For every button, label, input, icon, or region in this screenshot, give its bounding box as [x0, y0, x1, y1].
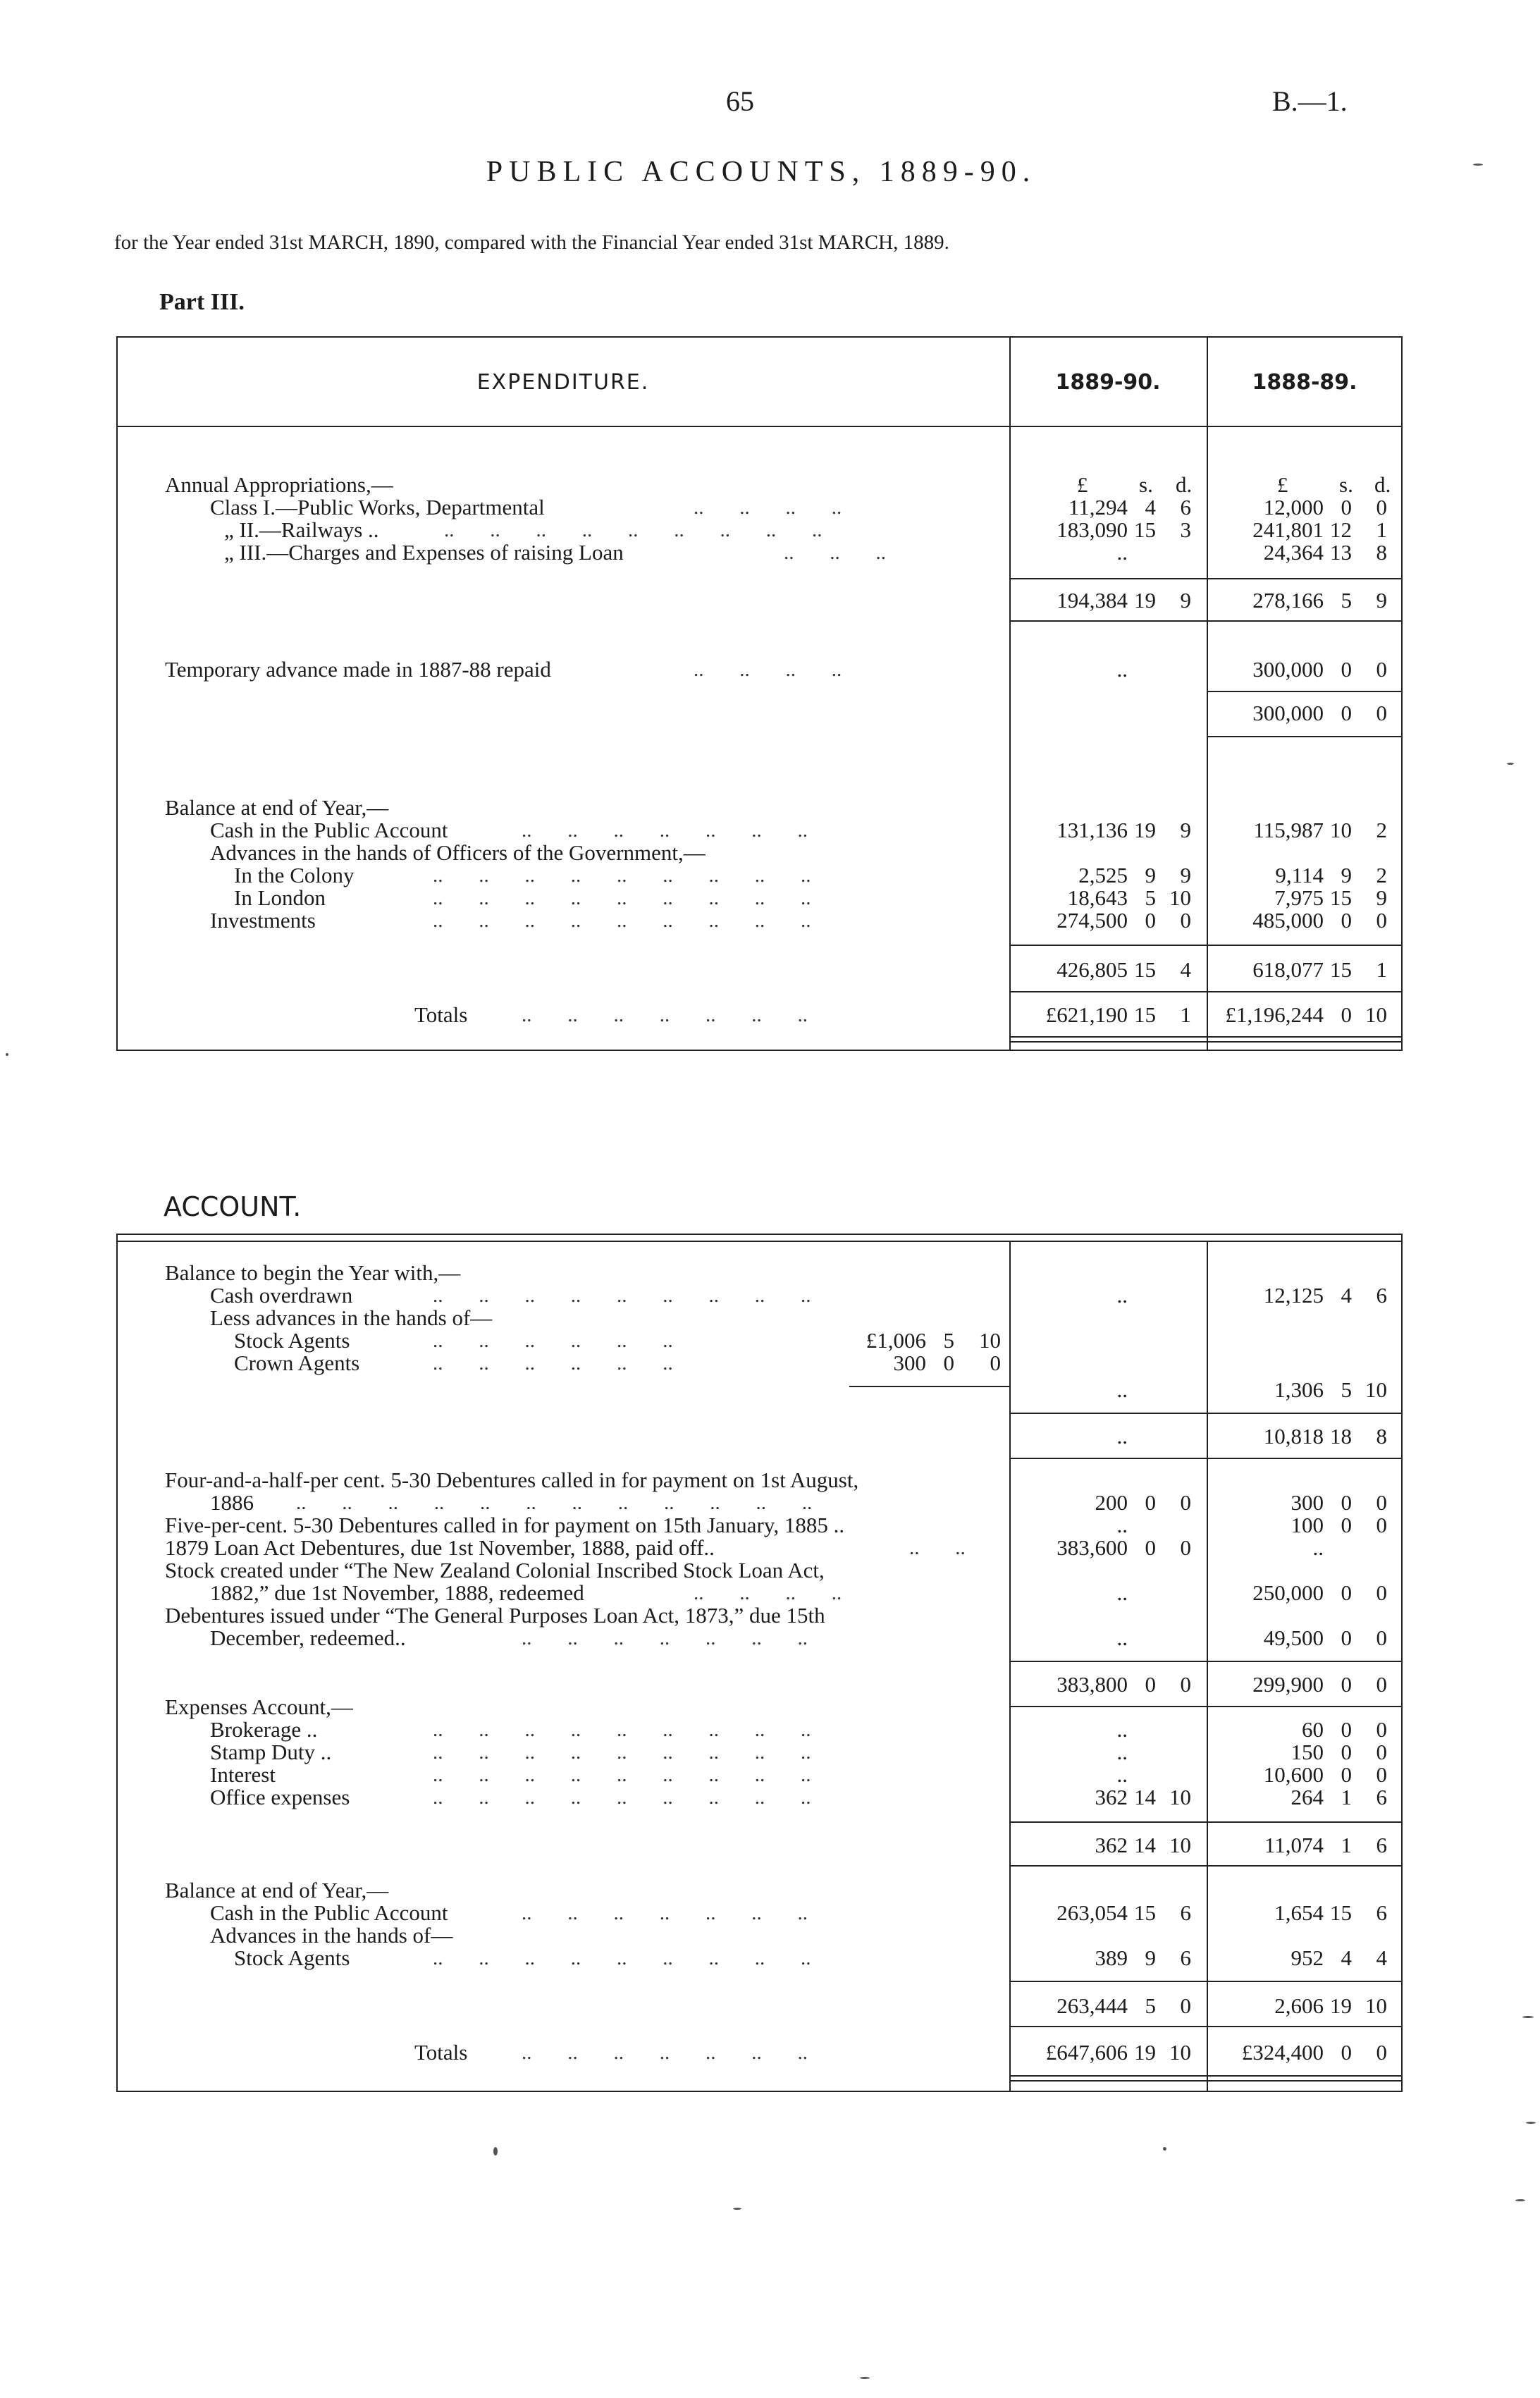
- pence-1888: 0: [1376, 1625, 1387, 1650]
- pounds-1889: 274,500: [1057, 908, 1128, 933]
- pence-1889: 6: [1180, 1900, 1191, 1925]
- leader-dots: .. .. .. .. .. .. .. .. ..: [433, 887, 811, 909]
- shillings-1889: 14: [1134, 1785, 1156, 1809]
- page-title: PUBLIC ACCOUNTS, 1889-90.: [486, 156, 1037, 188]
- shillings-1888: 18: [1330, 1424, 1352, 1449]
- pounds-1889: 426,805: [1057, 957, 1128, 982]
- scan-speck: [733, 2208, 741, 2210]
- shillings-1888: 4: [1341, 1945, 1352, 1970]
- shillings-1889: 19: [1134, 588, 1156, 613]
- pounds-1889: 183,090: [1057, 517, 1128, 542]
- table-top-rule: [116, 1234, 1403, 1235]
- leader-dots: .. ..: [909, 1537, 966, 1559]
- shillings-1888: 0: [1341, 1762, 1352, 1787]
- double-rule: [1009, 1041, 1401, 1043]
- pence-1888: 8: [1376, 1424, 1387, 1449]
- row-label: Temporary advance made in 1887-88 repaid: [165, 657, 551, 682]
- total-pence-1889: 1: [1180, 1002, 1191, 1027]
- pounds-1888: 250,000: [1252, 1580, 1324, 1605]
- pence-1889: 4: [1180, 957, 1191, 982]
- row-label: In the Colony: [234, 863, 355, 887]
- shillings-1888: 0: [1341, 1490, 1352, 1515]
- row-label: Stock Agents: [234, 1328, 350, 1353]
- pence-1889: 9: [1180, 818, 1191, 842]
- header-bottom-rule: [116, 426, 1403, 427]
- leader-dots: .. .. .. .. .. ..: [433, 1352, 673, 1375]
- row-label: Five-per-cent. 5-30 Debentures called in for payment on 15th January, 1885 ..: [165, 1513, 845, 1537]
- table-right-rule: [1401, 1234, 1403, 2092]
- leader-dots: .. .. .. .. .. .. .. .. ..: [433, 1741, 811, 1764]
- pence-1888: 0: [1376, 908, 1387, 933]
- pounds-1888: 278,166: [1252, 588, 1324, 613]
- pounds-1889: 263,054: [1057, 1900, 1128, 1925]
- row-label: Cash in the Public Account: [210, 818, 448, 842]
- total-pence-1888: 0: [1376, 2040, 1387, 2065]
- shillings-1889: 5: [1145, 1993, 1156, 2018]
- pounds-1888: 49,500: [1263, 1625, 1324, 1650]
- pounds-1889: 383,600: [1057, 1535, 1128, 1560]
- row-label: Brokerage ..: [210, 1717, 318, 1742]
- pence-1888: 10: [1365, 1377, 1387, 1402]
- value-1889: ..: [1116, 1283, 1128, 1308]
- pence-1888: 9: [1376, 588, 1387, 613]
- totals-label: Totals: [414, 2040, 468, 2065]
- value-1889: ..: [1116, 1625, 1128, 1650]
- shillings-1889: 0: [1145, 1535, 1156, 1560]
- shillings-1888: 0: [1341, 657, 1352, 682]
- pence-1888: 9: [1376, 885, 1387, 910]
- col-divider-2: [1207, 1241, 1208, 2092]
- pounds-1888: 12,000: [1263, 495, 1324, 519]
- stock-created-label: Stock created under “The New Zealand Colonial Inscribed Stock Loan Act,: [165, 1558, 825, 1582]
- inner-pence: 0: [990, 1351, 1001, 1375]
- total-pounds-1889: £647,606: [1045, 2040, 1128, 2065]
- scan-speck: [1515, 2199, 1525, 2201]
- total-pounds-1888: £324,400: [1241, 2040, 1324, 2065]
- leader-dots: .. .. .. ..: [694, 658, 842, 681]
- pounds-1889: ..: [1116, 540, 1128, 565]
- less-advances-label: Less advances in the hands of—: [210, 1305, 493, 1330]
- col-header-1888-89: 1888-89.: [1252, 370, 1357, 395]
- shillings-1888: 0: [1341, 1580, 1352, 1605]
- row-label: Stamp Duty ..: [210, 1740, 332, 1764]
- pence-1888: 4: [1376, 1945, 1387, 1970]
- inner-shillings: 0: [943, 1351, 954, 1375]
- shillings-sign: s.: [1339, 472, 1353, 497]
- pounds-1889: 11,294: [1068, 495, 1128, 519]
- pence-1888: 2: [1376, 818, 1387, 842]
- leader-dots: .. .. .. .. .. .. .. .. ..: [433, 1786, 811, 1809]
- shillings-1888: 9: [1341, 863, 1352, 887]
- value-1889: ..: [1116, 1717, 1128, 1742]
- shillings-1888: 15: [1330, 1900, 1352, 1925]
- shillings-1888: 0: [1341, 1625, 1352, 1650]
- table-right-rule: [1401, 336, 1403, 1051]
- leader-dots: .. .. .. .. .. .. ..: [522, 1627, 808, 1649]
- row-label: Cash in the Public Account: [210, 1900, 448, 1925]
- leader-dots: .. .. .. .. .. .. .. .. ..: [433, 864, 811, 887]
- pence-1889: 10: [1169, 1785, 1191, 1809]
- pence-1888: 2: [1376, 863, 1387, 887]
- pounds-1888: 300: [1290, 1490, 1324, 1515]
- leader-dots: .. .. .. ..: [694, 1582, 842, 1604]
- inner-pence: 10: [979, 1328, 1001, 1353]
- row-label: In London: [234, 885, 326, 910]
- annual-appropriations-label: Annual Appropriations,—: [165, 472, 393, 497]
- pence-sign: d.: [1374, 472, 1391, 497]
- row-label: Investments: [210, 908, 316, 933]
- row-label: Cash overdrawn: [210, 1283, 353, 1308]
- pounds-1888: 24,364: [1263, 540, 1324, 565]
- row-label: December, redeemed..: [210, 1625, 406, 1650]
- scan-speck: [6, 1053, 8, 1056]
- row-label: 1879 Loan Act Debentures, due 1st November, 1888, paid off..: [165, 1535, 715, 1560]
- pence-1888: 10: [1365, 1993, 1387, 2018]
- scan-speck: [493, 2147, 498, 2156]
- shillings-1889: 15: [1134, 957, 1156, 982]
- shillings-1888: 0: [1341, 1513, 1352, 1537]
- pounds-1889: 362: [1095, 1785, 1128, 1809]
- pounds-1888: 1,306: [1274, 1377, 1324, 1402]
- advances-officers-label: Advances in the hands of Officers of the Government,—: [210, 840, 706, 865]
- value-1889: ..: [1116, 1513, 1128, 1537]
- col-divider-1: [1009, 1241, 1011, 2092]
- shillings-1888: 0: [1341, 701, 1352, 725]
- pounds-1888: 115,987: [1253, 818, 1324, 842]
- scan-speck: [1473, 164, 1483, 166]
- subtotal-rule: [1207, 691, 1401, 692]
- shillings-sign: s.: [1139, 472, 1153, 497]
- pounds-1888: 150: [1290, 1740, 1324, 1764]
- pence-1888: 6: [1376, 1283, 1387, 1308]
- debenture-four-half-label: Four-and-a-half-per cent. 5-30 Debentures called in for payment on 1st August,: [165, 1468, 859, 1492]
- pounds-1888: 10,818: [1263, 1424, 1324, 1449]
- row-label: „ III.—Charges and Expenses of raising Loan: [224, 540, 624, 565]
- pounds-1888: 60: [1302, 1717, 1324, 1742]
- pounds-1889: 362: [1095, 1833, 1128, 1857]
- pounds-1889: 200: [1095, 1490, 1128, 1515]
- total-shillings-1889: 15: [1134, 1002, 1156, 1027]
- document-code: B.—1.: [1272, 85, 1348, 117]
- balance-end-label: Balance at end of Year,—: [165, 1878, 389, 1902]
- pounds-1888: 300,000: [1252, 657, 1324, 682]
- subtotal-rule: [1009, 2026, 1401, 2027]
- shillings-1888: 13: [1330, 540, 1352, 565]
- shillings-1889: 15: [1134, 1900, 1156, 1925]
- pounds-1889: 131,136: [1057, 818, 1128, 842]
- pence-1889: 0: [1180, 1672, 1191, 1697]
- pence-sign: d.: [1176, 472, 1193, 497]
- shillings-1889: 15: [1134, 517, 1156, 542]
- total-pence-1889: 10: [1169, 2040, 1191, 2065]
- pounds-1888: 952: [1290, 1945, 1324, 1970]
- general-purposes-label: Debentures issued under “The General Purposes Loan Act, 1873,” due 15th: [165, 1603, 825, 1628]
- balance-end-label: Balance at end of Year,—: [165, 795, 389, 820]
- col-header-1889-90: 1889-90.: [1055, 370, 1161, 395]
- pence-1888: 0: [1376, 1740, 1387, 1764]
- row-label: Interest: [210, 1762, 276, 1787]
- pounds-1888: 7,975: [1274, 885, 1324, 910]
- leader-dots: .. .. .. .. .. .. .. .. .. .. .. ..: [296, 1492, 813, 1514]
- value-1888: ..: [1312, 1535, 1324, 1560]
- inner-pounds: £1,006: [866, 1328, 926, 1353]
- inner-total-rule: [849, 1386, 1009, 1387]
- scan-speck: [1163, 2147, 1166, 2151]
- shillings-1888: 0: [1341, 495, 1352, 519]
- shillings-1888: 0: [1341, 908, 1352, 933]
- shillings-1888: 1: [1341, 1785, 1352, 1809]
- pounds-1888: 485,000: [1252, 908, 1324, 933]
- pence-1888: 0: [1376, 1580, 1387, 1605]
- pounds-1888: 2,606: [1274, 1993, 1324, 2018]
- pence-1888: 6: [1376, 1900, 1387, 1925]
- inner-shillings: 5: [943, 1328, 954, 1353]
- pence-1888: 0: [1376, 1762, 1387, 1787]
- shillings-1888: 5: [1341, 1377, 1352, 1402]
- table-left-rule: [116, 1234, 118, 2092]
- pence-1888: 1: [1376, 957, 1387, 982]
- leader-dots: .. .. .. .. .. .. .. .. ..: [433, 1947, 811, 1969]
- shillings-1888: 5: [1341, 588, 1352, 613]
- subtotal-rule: [1009, 1413, 1401, 1414]
- total-pounds-1888: £1,196,244: [1225, 1002, 1324, 1027]
- pence-1889: 0: [1180, 1993, 1191, 2018]
- expenses-account-label: Expenses Account,—: [165, 1695, 353, 1719]
- leader-dots: .. .. .. .. .. .. .. .. ..: [433, 1284, 811, 1307]
- shillings-1888: 0: [1341, 1740, 1352, 1764]
- value-1889: ..: [1116, 1740, 1128, 1764]
- total-pence-1888: 10: [1365, 1002, 1387, 1027]
- shillings-1888: 0: [1341, 1672, 1352, 1697]
- pounds-1888: 300,000: [1252, 701, 1324, 725]
- shillings-1888: 0: [1341, 1717, 1352, 1742]
- leader-dots: .. .. .. .. .. .. .. .. ..: [433, 1718, 811, 1741]
- pound-sign: £: [1077, 472, 1088, 497]
- leader-dots: .. .. .. .. .. .. ..: [522, 1902, 808, 1924]
- pence-1888: 1: [1376, 517, 1387, 542]
- pounds-1889: 389: [1095, 1945, 1128, 1970]
- pence-1888: 6: [1376, 1785, 1387, 1809]
- pounds-1889: 194,384: [1057, 588, 1128, 613]
- page-number: 65: [726, 85, 754, 117]
- inner-pounds: 300: [893, 1351, 926, 1375]
- pence-1889: 10: [1169, 1833, 1191, 1857]
- table-bottom-rule: [116, 2091, 1403, 2092]
- subtotal-rule: [1009, 620, 1401, 622]
- pounds-1889: 383,800: [1057, 1672, 1128, 1697]
- row-label: „ II.—Railways ..: [224, 517, 379, 542]
- pence-1889: 10: [1169, 885, 1191, 910]
- total-pounds-1889: £621,190: [1045, 1002, 1128, 1027]
- leader-dots: .. .. .. .. .. .. .. .. ..: [433, 1764, 811, 1786]
- shillings-1888: 1: [1341, 1833, 1352, 1857]
- leader-dots: .. .. .. .. .. .. .. .. ..: [433, 909, 811, 932]
- pounds-1888: 100: [1290, 1513, 1324, 1537]
- page-subtitle: for the Year ended 31st MARCH, 1890, compared with the Financial Year ended 31st MARCH, 1889.: [114, 231, 949, 254]
- totals-label: Totals: [414, 1002, 468, 1027]
- shillings-1889: 0: [1145, 1672, 1156, 1697]
- pounds-1888: 1,654: [1274, 1900, 1324, 1925]
- total-shillings-1888: 0: [1341, 2040, 1352, 2065]
- shillings-1889: 19: [1134, 818, 1156, 842]
- shillings-1889: 14: [1134, 1833, 1156, 1857]
- row-label: Stock Agents: [234, 1945, 350, 1970]
- subtotal-rule: [1207, 736, 1401, 737]
- leader-dots: .. .. .. .. .. .. .. .. ..: [444, 519, 823, 541]
- pound-sign: £: [1277, 472, 1288, 497]
- pounds-1888: 12,125: [1263, 1283, 1324, 1308]
- total-shillings-1889: 19: [1134, 2040, 1156, 2065]
- pounds-1888: 264: [1290, 1785, 1324, 1809]
- value-1889: ..: [1116, 657, 1128, 682]
- pence-1889: 9: [1180, 588, 1191, 613]
- shillings-1888: 15: [1330, 957, 1352, 982]
- shillings-1889: 9: [1145, 863, 1156, 887]
- scan-speck: [1526, 2122, 1536, 2124]
- scan-speck: [1522, 2016, 1534, 2018]
- pence-1889: 0: [1180, 1490, 1191, 1515]
- shillings-1888: 15: [1330, 885, 1352, 910]
- leader-dots: .. .. .. ..: [694, 496, 842, 519]
- row-label: 1886: [210, 1490, 254, 1515]
- leader-dots: .. .. .. .. .. .. ..: [522, 2041, 808, 2064]
- leader-dots: .. .. .. .. .. .. ..: [522, 1004, 808, 1026]
- pence-1889: 6: [1180, 1945, 1191, 1970]
- value-1889: ..: [1116, 1424, 1128, 1449]
- subtotal-rule: [1009, 945, 1401, 946]
- leader-dots: .. .. .. .. .. ..: [433, 1329, 673, 1352]
- shillings-1889: 0: [1145, 1490, 1156, 1515]
- pounds-1889: 2,525: [1078, 863, 1128, 887]
- balance-begin-label: Balance to begin the Year with,—: [165, 1260, 461, 1285]
- pounds-1888: 10,600: [1263, 1762, 1324, 1787]
- shillings-1888: 19: [1330, 1993, 1352, 2018]
- expenditure-heading: EXPENDITURE.: [476, 370, 650, 395]
- value-1889: ..: [1116, 1580, 1128, 1605]
- pence-1889: 0: [1180, 1535, 1191, 1560]
- subtotal-rule: [1009, 1458, 1401, 1459]
- pounds-1888: 299,900: [1252, 1672, 1324, 1697]
- shillings-1888: 4: [1341, 1283, 1352, 1308]
- pence-1889: 0: [1180, 908, 1191, 933]
- pounds-1889: 263,444: [1057, 1993, 1128, 2018]
- subtotal-rule: [1009, 1865, 1401, 1867]
- shillings-1889: 0: [1145, 908, 1156, 933]
- pence-1888: 0: [1376, 1672, 1387, 1697]
- shillings-1889: 5: [1145, 885, 1156, 910]
- pence-1888: 0: [1376, 1490, 1387, 1515]
- shillings-1888: 10: [1330, 818, 1352, 842]
- shillings-1889: 4: [1145, 495, 1156, 519]
- subtotal-rule: [1009, 1706, 1401, 1707]
- shillings-1888: 12: [1330, 517, 1352, 542]
- leader-dots: .. .. ..: [784, 541, 886, 564]
- pence-1889: 9: [1180, 863, 1191, 887]
- col-divider-1: [1009, 336, 1011, 1051]
- col-divider-2: [1207, 336, 1208, 1051]
- scan-speck: [1507, 763, 1514, 765]
- pounds-1888: 9,114: [1275, 863, 1324, 887]
- row-label: Class I.—Public Works, Departmental: [210, 495, 545, 519]
- double-rule: [1009, 1036, 1401, 1038]
- pence-1888: 6: [1376, 1833, 1387, 1857]
- pence-1888: 0: [1376, 657, 1387, 682]
- table-left-rule: [116, 336, 118, 1051]
- pence-1888: 0: [1376, 701, 1387, 725]
- row-label: 1882,” due 1st November, 1888, redeemed: [210, 1580, 584, 1605]
- row-label: Crown Agents: [234, 1351, 360, 1375]
- account-heading: ACCOUNT.: [164, 1191, 302, 1222]
- subtotal-rule: [1009, 1821, 1401, 1823]
- pounds-1888: 11,074: [1264, 1833, 1324, 1857]
- double-rule: [1009, 2080, 1401, 2082]
- pence-1888: 0: [1376, 495, 1387, 519]
- scan-speck: [860, 2377, 870, 2379]
- row-label: Office expenses: [210, 1785, 350, 1809]
- leader-dots: .. .. .. .. .. .. ..: [522, 819, 808, 842]
- subtotal-rule: [1009, 1661, 1401, 1662]
- table-top-rule-inner: [116, 1241, 1403, 1242]
- subtotal-rule: [1009, 1981, 1401, 1982]
- pence-1888: 0: [1376, 1513, 1387, 1537]
- advances-hands-label: Advances in the hands of—: [210, 1923, 453, 1948]
- subtotal-rule: [1009, 991, 1401, 992]
- pence-1889: 6: [1180, 495, 1191, 519]
- pence-1889: 3: [1180, 517, 1191, 542]
- pounds-1889: 18,643: [1067, 885, 1128, 910]
- pounds-1888: 241,801: [1252, 517, 1324, 542]
- part-label: Part III.: [159, 289, 245, 315]
- pounds-1888: 618,077: [1252, 957, 1324, 982]
- subtotal-rule: [1009, 578, 1401, 579]
- pence-1888: 0: [1376, 1717, 1387, 1742]
- value-1889: ..: [1116, 1377, 1128, 1402]
- total-shillings-1888: 0: [1341, 1002, 1352, 1027]
- table-bottom-rule: [116, 1050, 1403, 1051]
- shillings-1889: 9: [1145, 1945, 1156, 1970]
- pence-1888: 8: [1376, 540, 1387, 565]
- double-rule: [1009, 2075, 1401, 2077]
- table-top-rule: [116, 336, 1403, 338]
- value-1889: ..: [1116, 1762, 1128, 1787]
